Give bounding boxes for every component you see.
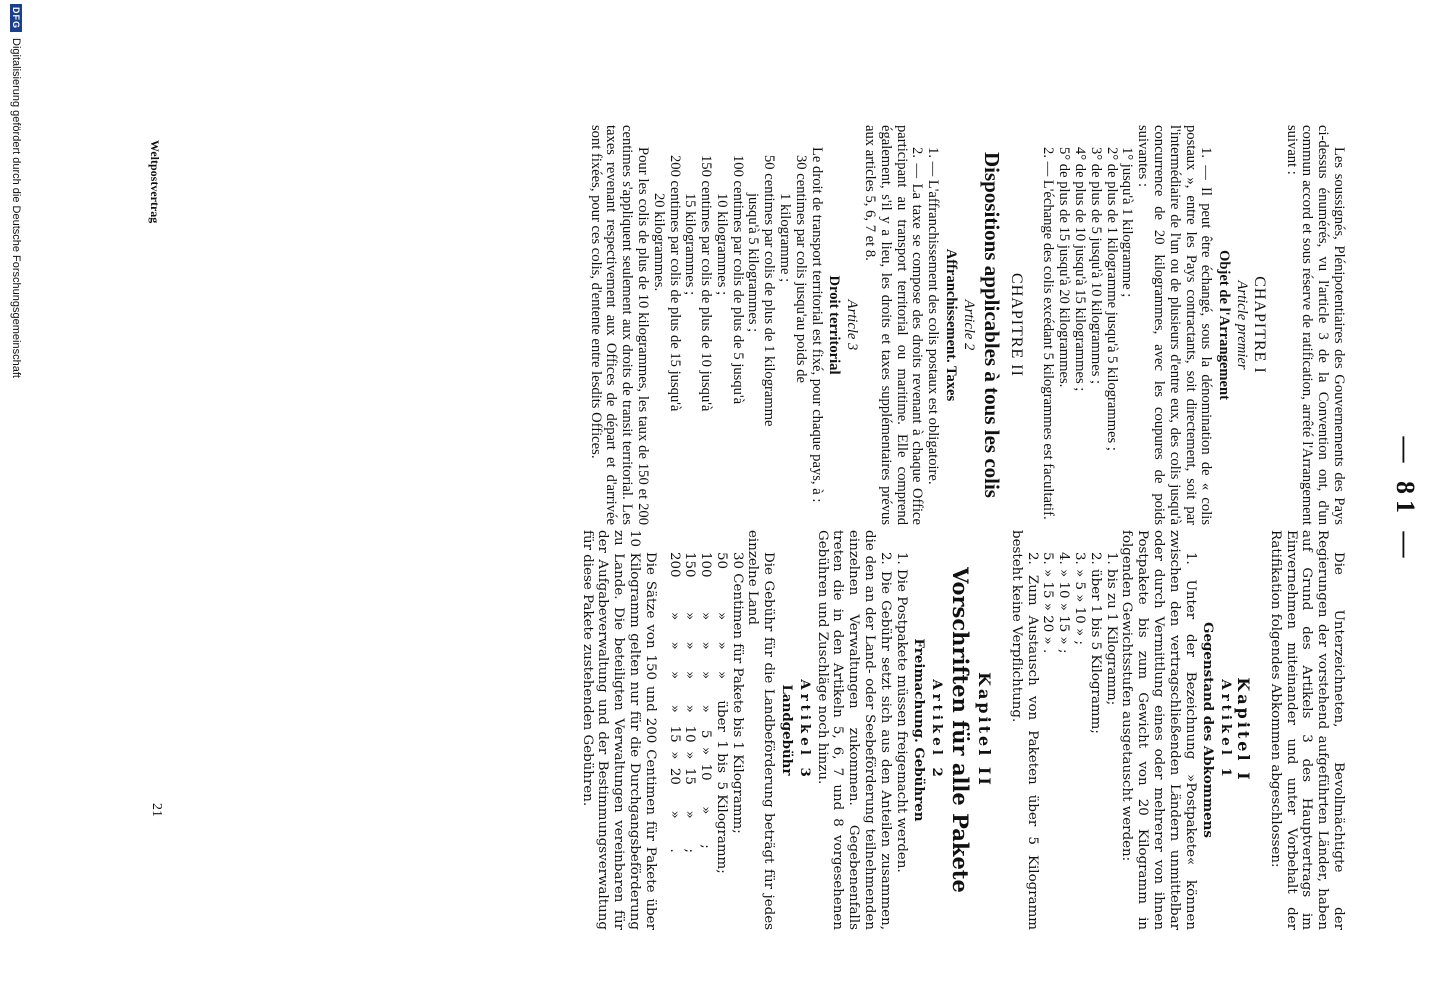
dfg-logo: DFG (10, 4, 22, 32)
fr-weight-item: 1° jusqu'à 1 kilogramme ; (1119, 147, 1136, 298)
de-article-3-label: Artikel 3 (796, 679, 813, 781)
de-rate-range: » » » » 15 » 20 » . (666, 612, 682, 853)
de-rate-table (666, 530, 729, 930)
fr-article-2-label: Article 2 (960, 299, 977, 351)
de-weight-item: 4. » 10 » 15 » ; (1056, 552, 1072, 654)
credit-text: Digitalisierung gefördert durch die Deutsche Forschungsgemeinschaft (10, 38, 22, 378)
fr-rate-continuation: jusqu'à 5 kilogrammes ; (745, 193, 762, 333)
de-article-2-subject: Freimachung. Gebühren (911, 638, 928, 822)
de-chapter-2-heading: Vorschriften für alle Pakete (948, 567, 974, 893)
de-rate-amount: 100 (698, 552, 714, 578)
fr-rate-line: 100 centimes par colis de plus de 5 jusqu'à (729, 155, 746, 405)
de-article-1-paragraph-1: 1. Unter der Bezeichnung »Postpakete« können zwischen den vertragschließenden Ländern unmittelbar oder durch Vermittlung eines oder mehrerer von ihnen Postpakete bis zum Gewicht von 20 Kilogramm in folgenden Gewichtsstufen ausgetauscht werden: (1119, 530, 1198, 930)
de-rate-amount: 150 (682, 552, 698, 578)
de-article-2-paragraph-2: 2. Die Gebühr setzt sich aus den Anteilen zusammen, die den an der Land- oder Seebeförderung teilnehmenden einzelnen Verwaltungen zukommen. Gegebenenfalls treten die in den Artikeln 5, 6, 7 und 8 vorgesehenen Gebühren und Zuschläge noch hinzu. (814, 530, 893, 930)
fr-article-3-subject: Droit territorial (826, 275, 843, 375)
fr-weight-item: 3° de plus de 5 jusqu'à 10 kilogrammes ; (1087, 147, 1104, 385)
de-preamble: Die Unterzeichneten, Bevollmächtigte der Regierungen der vorstehend aufgeführten Länder, haben auf Grund des Artikels 3 des Hauptvertrags im Einvernehmen miteinander und unter Vorbehalt der Ratifikation folgendes Abkommen abgeschlossen: (1267, 530, 1346, 930)
french-column (156, 125, 1346, 525)
fr-article-3-closing: Pour les colis de plus de 10 kilogrammes, les taux de 150 et 200 centimes s'appliquent seulement aux droits de transit territorial. Les taxes revenant respectivement aux Offices de départ et d'arrivée sont fixées, pour ces colis, d'entente entre lesdits Offices. (587, 125, 651, 525)
de-rate-range: » » » über 1 bis 5 Kilogramm; (713, 612, 729, 874)
de-rate-amount: 50 (713, 552, 729, 570)
fr-article-1-paragraph-2: 2. — L'échange des colis excédant 5 kilogrammes est facultatif. (1040, 147, 1057, 520)
de-weight-item: 5. » 15 » 20 » . (1040, 552, 1056, 654)
de-rate-amount: 200 (666, 552, 682, 578)
de-chapter-1-title: Kapitel I (1234, 677, 1254, 783)
fr-rate-list (650, 125, 808, 525)
fr-article-2-paragraph-2: 2. — La taxe se compose des droits revenant à chaque Office participant au transport territorial ou maritime. Elle comprend également, s'il y a lieu, les droits et taxes supplémentaires prévus aux articles 5, 6, 7 et 8. (862, 125, 926, 525)
fr-weight-item: 4° de plus de 10 jusqu'à 15 kilogrammes ; (1072, 147, 1089, 392)
fr-rate-continuation: 15 kilogrammes ; (682, 193, 699, 296)
fr-rate-continuation: 1 kilogramme ; (777, 193, 794, 283)
fr-article-1-paragraph-1: 1. — Il peut être échangé, sous la dénomination de « colis postaux », entre les Pays contractants, soit directement, soit par l'intermédiaire de l'un ou de plusieurs d'entre eux, des colis jusqu'à concurrence de 20 kilogrammes, avec les coupures de poids suivantes : (1135, 125, 1215, 525)
fr-rate-continuation: 10 kilogrammes ; (713, 193, 730, 296)
fr-rate-line: 150 centimes par colis de plus de 10 jusqu'à (698, 155, 715, 412)
de-article-1-subject: Gegenstand des Abkommens (1200, 622, 1217, 838)
de-article-3-subject: Landgebühr (779, 684, 796, 776)
fr-rate-continuation: 20 kilogrammes. (650, 193, 667, 292)
de-rate-row (666, 530, 682, 930)
de-article-3-closing: Die Sätze von 150 und 200 Centimen für Pakete über 10 Kilogramm gelten nur für die Durchgangsbeförderung zu Lande. Die beteiligten Verwaltungen vereinbaren für der Aufgabeverwaltung und der Bestimmungsverwaltung für diese Pakete zustehenden Gebühren. (579, 530, 658, 930)
de-article-2-label: Artikel 2 (929, 679, 946, 781)
de-weight-item: 2. über 1 bis 5 Kilogramm; (1087, 552, 1103, 734)
de-weight-item: 1. bis zu 1 Kilogramm; (1103, 552, 1119, 706)
fr-article-1-subject: Objet de l'Arrangement (1216, 250, 1233, 400)
de-article-2-paragraph-1: 1. Die Postpakete müssen freigemacht werden. (893, 552, 909, 873)
fr-article-2-subject: Affranchissement. Taxes (943, 248, 960, 402)
de-article-3-intro: Die Gebühr für die Landbeförderung beträgt für jedes einzelne Land (745, 530, 777, 930)
de-rate-row (682, 530, 698, 930)
de-article-1-paragraph-2: 2. Zum Austausch von Paketen über 5 Kilogramm besteht keine Verpflichtung. (1008, 530, 1040, 930)
fr-rate-line: 200 centimes par colis de plus de 15 jusqu'à (666, 155, 683, 412)
fr-preamble: Les soussignés, Plénipotentiaires des Gouvernements des Pays ci-dessus énumérés, vu l'article 3 de la Convention ont, d'un commun accord et sous réserve de ratification, arrêté l'Arrangement suivant : (1283, 125, 1347, 525)
fr-article-3-label: Article 3 (844, 299, 861, 351)
de-article-1-label: Artikel 1 (1218, 679, 1235, 781)
de-weight-item: 3. » 5 » 10 » ; (1072, 552, 1088, 645)
fr-weight-item: 2° de plus de 1 kilogramme jusqu'à 5 kilogrammes ; (1103, 147, 1120, 451)
page-number: — 81 — (1391, 436, 1420, 564)
german-column (156, 530, 1346, 930)
fr-chapter-2-heading: Dispositions applicables à tous les colis (979, 152, 1004, 498)
page-folio: 21 (149, 803, 164, 817)
fr-rate-line: 30 centimes par colis jusqu'au poids de (792, 155, 809, 383)
de-rate-row (697, 530, 713, 930)
running-label: Weltpostvertrag (148, 140, 162, 224)
fr-chapter-1-title: CHAPITRE I (1250, 276, 1268, 374)
fr-article-1-label: Article premier (1234, 280, 1251, 370)
fr-article-2-paragraph-1: 1. — L'affranchissement des colis postaux est obligatoire. (925, 147, 942, 485)
fr-rate-line: 50 centimes par colis de plus de 1 kilogramme (761, 155, 778, 427)
fr-article-3-intro: Le droit de transport territorial est fixé, pour chaque pays, à : (808, 147, 825, 503)
fr-chapter-2-title: CHAPITRE II (1007, 273, 1025, 377)
de-rate-row (713, 530, 729, 930)
digitization-credit (10, 0, 22, 1004)
fr-weight-item: 5° de plus de 15 jusqu'à 20 kilogrammes. (1056, 147, 1073, 388)
de-rate-first-line: 30 Centimen für Pakete bis 1 Kilogramm; (729, 552, 745, 834)
de-chapter-2-title: Kapitel II (975, 672, 995, 788)
de-rate-range: » » » » 10 » 15 » ; (682, 612, 698, 853)
de-rate-range: » » » » 5 » 10 » ; (698, 612, 714, 849)
